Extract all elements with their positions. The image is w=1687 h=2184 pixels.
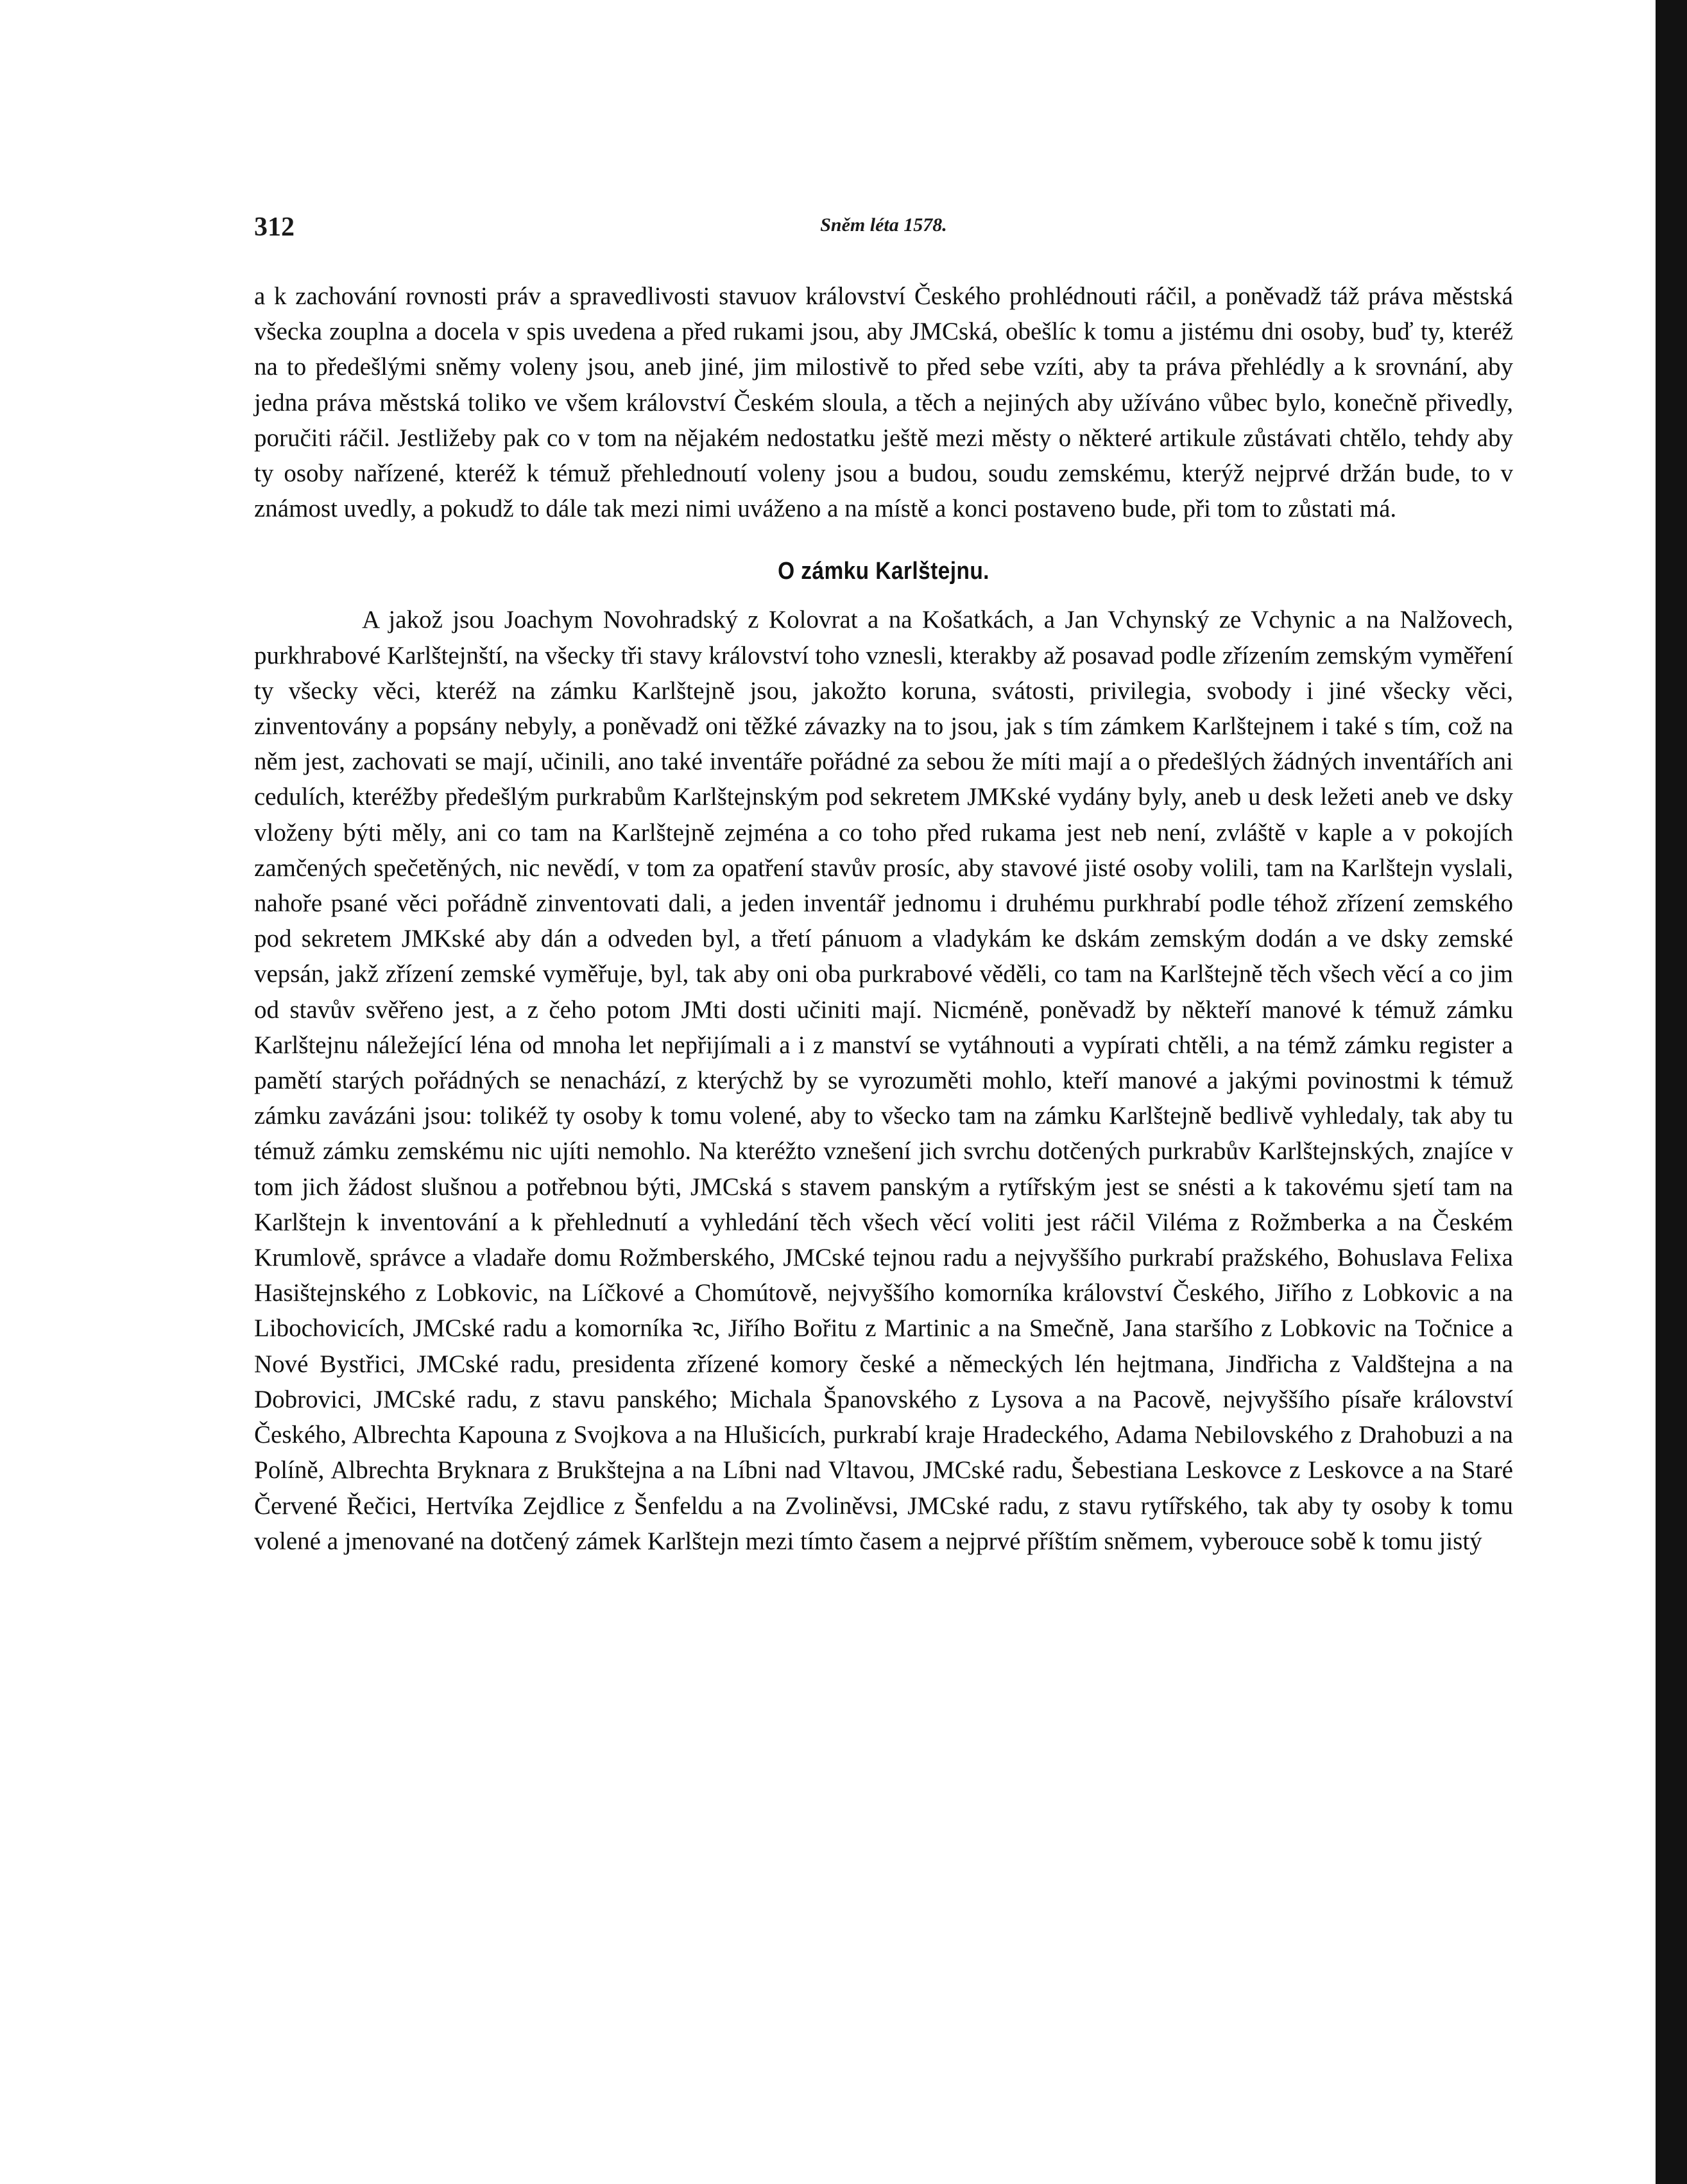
section-heading: O zámku Karlštejnu. <box>778 558 989 585</box>
scan-dark-edge <box>1656 0 1687 2184</box>
body-text <box>254 279 1513 1559</box>
page-header <box>254 212 1513 250</box>
paragraph-continued: a k zachování rovnosti práv a spravedlivosti stavuov království Českého prohlédnouti ráčil, a poněvadž táž práva městská všecka zouplna a docela v spis uvedena a před rukami jsou, aby JMCská, obešlíc k tomu a jistému dni osoby, buď ty, kteréž na to předešlými sněmy voleny jsou, aneb jiné, jim milostivě to před sebe vzíti, aby ta práva přehlédly a k srovnání, aby jedna práva městská toliko ve všem království Českém sloula, a těch a nejiných aby užíváno vůbec bylo, konečně přivedly, poručiti ráčil. Jestližeby pak co v tom na nějakém nedostatku ještě mezi městy o některé artikule zůstávati chtělo, tehdy aby ty osoby nařízené, kteréž k témuž přehlednoutí voleny jsou a budou, soudu zemskému, kterýž nejprvé držán bude, to v známost uvedly, a pokudž to dále tak mezi nimi uváženo a na místě a konci postaveno bude, při tom to zůstati má. <box>254 282 1513 523</box>
paragraph-karlstejn: A jakož jsou Joachym Novohradský z Kolovrat a na Košatkách, a Jan Vchynský ze Vchynic a na Nalžovech, purkhrabové Karlštejnští, na všecky tři stavy království toho vznesli, kterakby až posavad podle zřízením zemským vyměření ty všecky věci, kteréž na zámku Karlštejně jsou, jakožto koruna, svátosti, privilegia, svobody i jiné všecky věci, zinventovány a popsány nebyly, a poněvadž oni těžké závazky na to jsou, jak s tím zámkem Karlštejnem i také s tím, což na něm jest, zachovati se mají, učinili, ano také inventáře pořádné za sebou že míti mají a o předešlých žádných inventářích ani cedulích, kteréžby předešlým purkrabům Karlštejnským pod sekretem JMKské vydány byly, aneb u desk ležeti aneb ve dsky vloženy býti měly, ani co tam na Karlštejně zejména a co toho před rukama jest neb není, zvláště v kaple a v pokojích zamčených spečetěných, nic nevědí, v tom za opatření stavův prosíc, aby stavové jisté osoby volili, tam na Karlštejn vyslali, nahoře psané věci pořádně zinventovati dali, a jeden inventář jednomu i druhému purkhrabí podle téhož zřízení zemského pod sekretem JMKské aby dán a odveden byl, a třetí pánuom a vladykám ke dskám zemským dodán a ve dsky zemské vepsán, jakž zřízení zemské vyměřuje, byl, tak aby oni oba purkrabové věděli, co tam na Karlštejně těch všech věcí a co jim od stavův svěřeno jest, a z čeho potom JMti dosti učiniti mají. Nicméně, poněvadž by někteří manové k témuž zámku Karlštejnu náležející léna od mnoha let nepřijímali a i z manství se vytáhnouti a vypírati chtěli, a na témž zámku register a pamětí starých pořádných se nenachází, z kterýchž by se vyrozuměti mohlo, kteří manové a jakými povinostmi k témuž zámku zavázáni jsou: tolikéž ty osoby k tomu volené, aby to všecko tam na zámku Karlštejně bedlivě vyhledaly, tak aby tu témuž zámku zemskému nic ujíti nemohlo. Na kteréžto vznešení jich svrchu dotčených purkrabův Karlštejnských, znajíce v tom jich žádost slušnou a potřebnou býti, JMCská s stavem panským a rytířským jest se snésti a k takovému sjetí tam na Karlštejn k inventování a k přehlednutí a vyhledání těch všech věcí voliti jest ráčil Viléma z Rožmberka a na Českém Krumlově, správce a vladaře domu Rožmberského, JMCské tejnou radu a nejvyššího purkrabí pražského, Bohuslava Felixa Hasištejnského z Lobkovic, na Líčkové a Chomútově, nejvyššího komorníka království Českého, Jiřího z Lobkovic a na Libochovicích, JMCské radu a komorníka ꝛc, Jiřího Bořitu z Martinic a na Smečně, Jana staršího z Lobkovic na Točnice a Nové Bystřici, JMCské radu, presidenta zřízené komory české a německých lén hejtmana, Jindřicha z Valdštejna a na Dobrovici, JMCské radu, z stavu panského; Michala Španovského z Lysova a na Pacově, nejvyššího písaře království Českého, Albrechta Kapouna z Svojkova a na Hlušicích, purkrabí kraje Hradeckého, Adama Nebilovského z Drahobuzi a na Políně, Albrechta Bryknara z Brukštejna a na Líbni nad Vltavou, JMCské radu, Šebestiana Leskovce z Leskovce a na Staré Červené Řečici, Hertvíka Zejdlice z Šenfeldu a na Zvoliněvsi, JMCské radu, z stavu rytířského, tak aby ty osoby k tomu volené a jmenované na dotčený zámek Karlštejn mezi tímto časem a nejprvé příštím sněmem, vyberouce sobě k tomu jistý <box>254 606 1513 1555</box>
running-title: Sněm léta 1578. <box>820 214 947 236</box>
page-number: 312 <box>254 212 295 242</box>
